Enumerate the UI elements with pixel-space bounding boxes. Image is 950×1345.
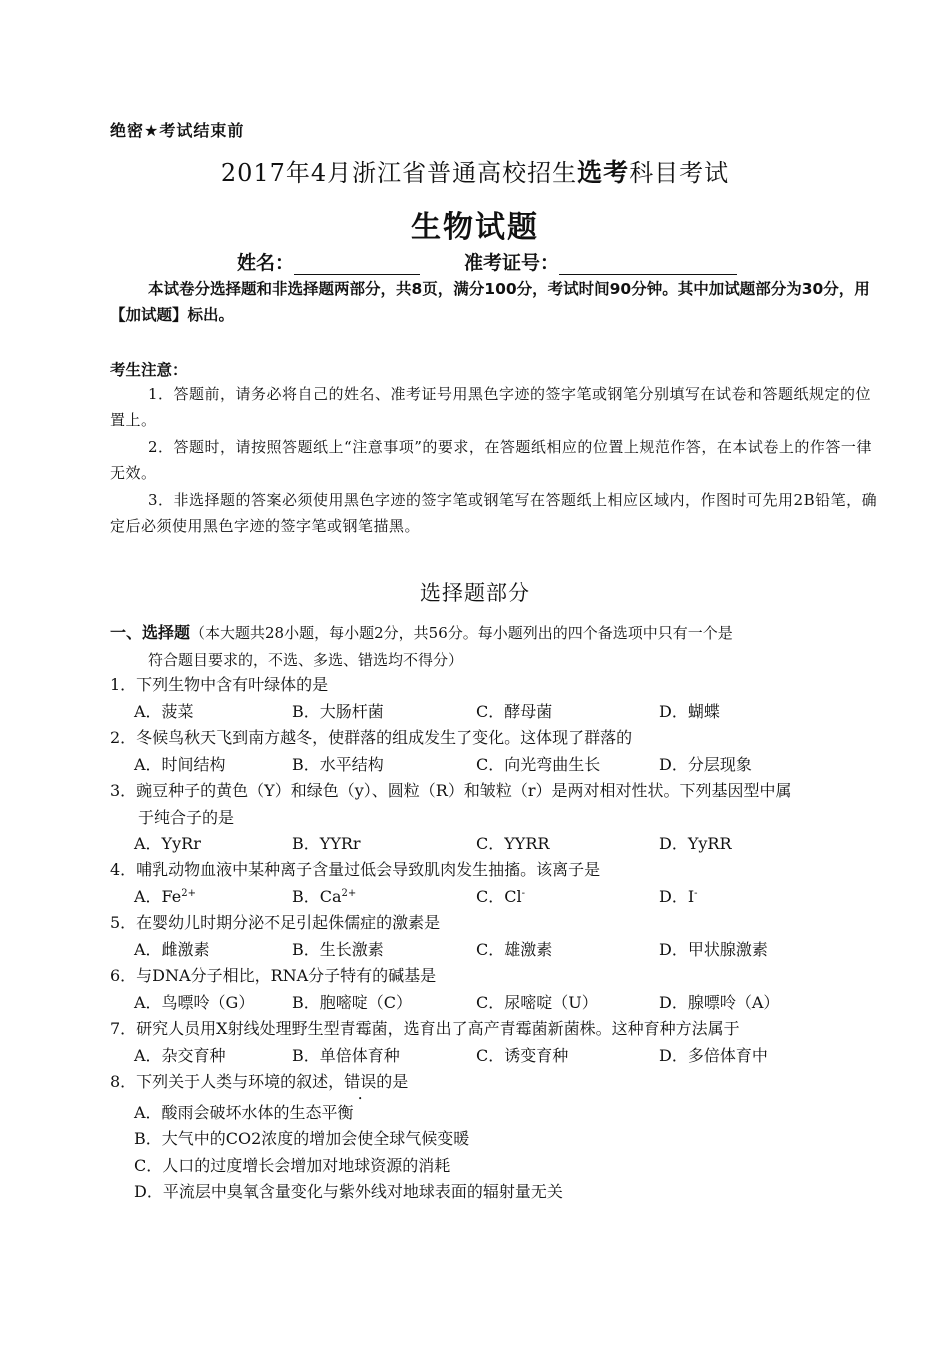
exam-title-suffix: 科目考试 — [629, 159, 730, 187]
notice-item-3: 3．非选择题的答案必须使用黑色字迹的签字笔或钢笔写在答题纸上相应区域内，作图时可先用2B铅笔，确定后必须使用黑色字迹的签字笔或钢笔描黑。 — [110, 491, 878, 535]
exam-title — [0, 153, 950, 189]
option-row — [110, 699, 878, 726]
question-stem: 3．豌豆种子的黄色（Y）和绿色（y）、圆粒（R）和皱粒（r）是两对相对性状。下列基因型中属 — [110, 781, 792, 800]
option-row — [110, 752, 878, 779]
question-stem-post: 的是 — [376, 1072, 409, 1091]
option-b[interactable]: B．单倍体育种 — [292, 1045, 400, 1065]
question-7 — [110, 1016, 878, 1069]
option-c-text: C．Cl — [476, 886, 522, 906]
question-3 — [110, 778, 878, 858]
confidential-label: 绝密★考试结束前 — [110, 121, 245, 140]
question-8 — [110, 1069, 878, 1206]
exam-title-prefix: 2017年4月浙江省普通高校招生 — [220, 159, 578, 187]
option-c[interactable]: C．酵母菌 — [476, 701, 553, 721]
option-a[interactable] — [134, 884, 292, 911]
option-a-charge: 2+ — [181, 887, 197, 899]
part-heading — [110, 619, 878, 674]
option-d[interactable]: D．平流层中臭氧含量变化与紫外线对地球表面的辐射量无关 — [134, 1182, 563, 1201]
question-stem — [110, 1069, 878, 1096]
option-b[interactable]: B．大肠杆菌 — [292, 701, 384, 721]
option-row — [110, 990, 878, 1017]
option-row — [110, 937, 878, 964]
exam-title-emphasis: 选考 — [577, 158, 630, 187]
option-c[interactable] — [476, 884, 659, 911]
option-a[interactable]: A．YyRr — [134, 834, 201, 853]
option-d[interactable] — [659, 884, 839, 911]
option-d[interactable]: D．腺嘌呤（A） — [659, 992, 780, 1012]
option-d[interactable]: D．甲状腺激素 — [659, 939, 768, 959]
option-a[interactable]: A．鸟嘌呤（G） — [134, 992, 255, 1012]
section-title: 选择题部分 — [420, 581, 530, 605]
option-a[interactable]: A．雌激素 — [134, 939, 210, 959]
question-1 — [110, 672, 878, 725]
id-label: 准考证号： — [464, 252, 560, 274]
option-b[interactable] — [292, 884, 476, 911]
option-row — [110, 884, 878, 911]
subject-title: 生物试题 — [411, 210, 539, 245]
option-d[interactable]: D．蝴蝶 — [659, 701, 720, 721]
option-d[interactable]: D．分层现象 — [659, 754, 752, 774]
option-d[interactable]: D．YyRR — [659, 834, 732, 853]
question-stem: 1．下列生物中含有叶绿体的是 — [110, 675, 329, 694]
option-a[interactable]: A．酸雨会破坏水体的生态平衡 — [134, 1102, 354, 1122]
option-row — [110, 1043, 878, 1070]
intro-paragraph: 本试卷分选择题和非选择题两部分，共8页，满分100分，考试时间90分钟。其中加试题部分为30分，用【加试题】标出。 — [110, 280, 870, 324]
question-stem: 6．与DNA分子相比，RNA分子特有的碱基是 — [110, 966, 437, 985]
question-stem: 7．研究人员用X射线处理野生型青霉菌，选育出了高产青霉菌新菌株。这种育种方法属于 — [110, 1019, 740, 1038]
part-desc-cont: 符合题目要求的，不选、多选、错选均不得分） — [148, 651, 464, 669]
option-d-text: D．I — [659, 886, 695, 906]
option-c-charge: - — [521, 887, 525, 899]
option-c[interactable]: C．向光弯曲生长 — [476, 754, 601, 774]
option-a[interactable]: A．时间结构 — [134, 754, 226, 774]
emphasis-word: 错误 — [344, 1072, 377, 1091]
option-c[interactable]: C．雄激素 — [476, 939, 553, 959]
option-row — [110, 831, 878, 858]
question-stem: 2．冬候鸟秋天飞到南方越冬，使群落的组成发生了变化。这体现了群落的 — [110, 728, 633, 747]
option-b-text: B．Ca — [292, 886, 342, 906]
part-label: 一、选择题 — [110, 623, 191, 642]
question-stem-pre: 8．下列关于人类与环境的叙述， — [110, 1072, 345, 1091]
option-c[interactable]: C．诱变育种 — [476, 1045, 569, 1065]
option-a-text: A．Fe — [134, 886, 182, 906]
option-b[interactable]: B．生长激素 — [292, 939, 384, 959]
notice-heading: 考生注意： — [110, 361, 188, 379]
option-d-charge: - — [694, 887, 698, 899]
option-b[interactable]: B．水平结构 — [292, 754, 384, 774]
candidate-fields — [237, 248, 837, 275]
name-blank[interactable] — [294, 254, 420, 275]
notice-item-2: 2．答题时，请按照答题纸上“注意事项”的要求，在答题纸相应的位置上规范作答，在本试卷上的作答一律无效。 — [110, 438, 872, 482]
question-stem-cont: 于纯合子的是 — [138, 807, 235, 827]
name-label: 姓名： — [237, 252, 295, 274]
notice-item-1: 1．答题前，请务必将自己的姓名、准考证号用黑色字迹的签字笔或钢笔分别填写在试卷和答题纸规定的位置上。 — [110, 385, 872, 429]
option-c[interactable]: C．人口的过度增长会增加对地球资源的消耗 — [134, 1155, 451, 1175]
question-6 — [110, 963, 878, 1016]
question-4 — [110, 857, 878, 910]
option-d[interactable]: D．多倍体育中 — [659, 1045, 768, 1065]
option-b[interactable]: B．胞嘧啶（C） — [292, 992, 413, 1012]
option-c[interactable]: C．尿嘧啶（U） — [476, 992, 598, 1012]
question-stem: 5．在婴幼儿时期分泌不足引起侏儒症的激素是 — [110, 913, 441, 932]
part-desc: （本大题共28小题，每小题2分，共56分。每小题列出的四个备选项中只有一个是 — [190, 624, 733, 642]
id-blank[interactable] — [559, 254, 737, 275]
option-b[interactable]: B．大气中的CO2浓度的增加会使全球气候变暖 — [134, 1129, 470, 1148]
question-2 — [110, 725, 878, 778]
question-stem: 4．哺乳动物血液中某种离子含量过低会导致肌肉发生抽搐。该离子是 — [110, 860, 601, 879]
option-b[interactable]: B．YYRr — [292, 834, 361, 853]
option-b-charge: 2+ — [341, 887, 357, 899]
option-c[interactable]: C．YYRR — [476, 834, 550, 853]
option-a[interactable]: A．菠菜 — [134, 701, 194, 721]
option-a[interactable]: A．杂交育种 — [134, 1045, 226, 1065]
question-5 — [110, 910, 878, 963]
